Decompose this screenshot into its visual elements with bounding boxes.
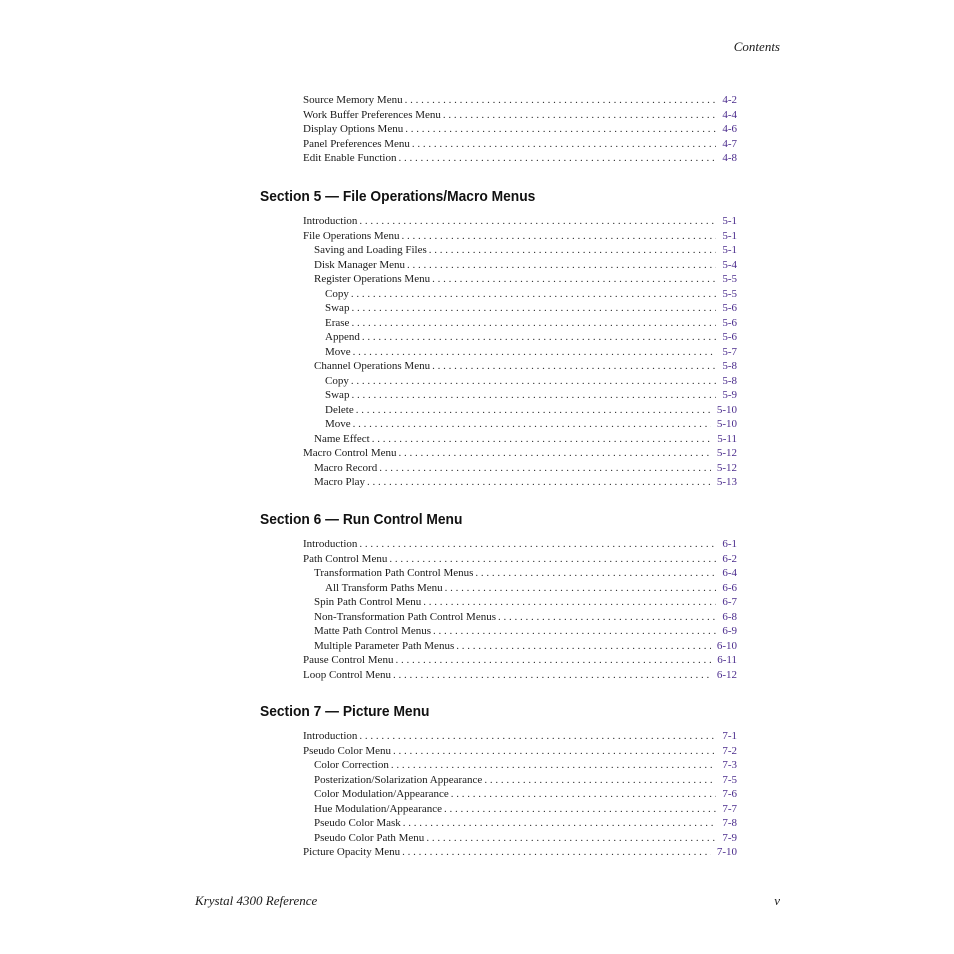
toc-entry-label: Work Buffer Preferences Menu [303,108,441,121]
dot-leader [444,802,716,817]
dot-leader [445,581,717,596]
dot-leader [351,301,716,316]
toc-entry[interactable] [303,802,737,817]
toc-entry[interactable] [303,581,737,596]
toc-entry[interactable] [303,461,737,476]
toc-entry-label: Disk Manager Menu [314,258,406,271]
dot-leader [372,432,712,447]
toc-entry-label: Color Modulation/Appearance [314,788,449,800]
dot-leader [362,330,717,345]
toc-entry-label: Register Operations Menu [314,273,431,285]
toc-page-link[interactable]: 4-8 [722,152,737,164]
toc-entry[interactable] [303,243,737,258]
toc-entry-label: Swap [325,389,350,401]
toc-entry-label: Edit Enable Function [303,152,397,164]
dot-leader [353,417,711,432]
toc-page-link[interactable]: 7-8 [722,817,737,829]
toc-page-link[interactable]: 7-6 [722,788,737,800]
toc-entry-label: Move [325,345,351,358]
toc-page-link[interactable]: 5-4 [722,258,737,271]
toc-entry[interactable] [303,359,737,374]
toc-block-section-7 [303,729,737,860]
dot-leader [359,537,716,552]
toc-page-link[interactable]: 7-1 [722,730,737,742]
dot-leader [389,552,716,567]
toc-entry[interactable] [303,816,737,831]
toc-entry-label: Name Effect [314,432,370,445]
toc-page-link[interactable]: 5-13 [716,476,737,488]
toc-entry[interactable] [303,552,737,567]
toc-entry-label: Channel Operations Menu [314,360,431,372]
dot-leader [359,729,716,744]
dot-leader [412,137,716,152]
dot-leader [402,845,711,860]
toc-page-link[interactable]: 5-10 [716,403,737,416]
dot-leader [475,566,716,581]
toc-page-link[interactable]: 5-11 [717,432,737,445]
toc-page-link[interactable]: 5-6 [722,331,737,343]
toc-entry-label: Loop Control Menu [303,668,391,681]
toc-entry[interactable] [303,624,737,639]
toc-page-link[interactable]: 6-1 [722,538,737,550]
dot-leader [393,668,711,683]
toc-entry[interactable] [303,537,737,552]
toc-page-link[interactable]: 5-1 [722,244,737,256]
toc-page-link[interactable]: 4-4 [722,108,737,121]
toc-entry[interactable] [303,417,737,432]
toc-block-section-4-continued [303,93,737,166]
toc-page-link[interactable]: 5-6 [722,302,737,314]
dot-leader [432,272,716,287]
dot-leader [393,744,716,759]
toc-entry-label: Copy [325,287,349,300]
toc-entry-label: Picture Opacity Menu [303,846,401,858]
toc-entry-label: Pause Control Menu [303,654,394,666]
toc-entry-label: Posterization/Solarization Appearance [314,773,483,786]
toc-page-link[interactable]: 5-8 [722,360,737,372]
toc-entry-label: Pseudo Color Path Menu [314,831,425,844]
toc-entry[interactable] [303,345,737,360]
toc-entry[interactable] [303,214,737,229]
toc-entry-label: Panel Preferences Menu [303,137,410,150]
toc-entry[interactable] [303,787,737,802]
toc-page-link[interactable]: 7-3 [722,759,737,771]
toc-page-link[interactable]: 5-9 [722,389,737,401]
toc-page-link[interactable]: 6-12 [716,668,737,681]
toc-page-link[interactable]: 6-7 [722,596,737,608]
toc-entry[interactable] [303,330,737,345]
toc-entry[interactable] [303,316,737,331]
toc-entry-label: Display Options Menu [303,123,404,135]
toc-entry[interactable] [303,610,737,625]
toc-entry-label: Erase [325,316,350,329]
section-7-title: Section 7 — Picture Menu [260,703,430,720]
dot-leader [395,653,711,668]
section-5-title: Section 5 — File Operations/Macro Menus [260,188,536,205]
dot-leader [407,258,716,273]
toc-entry-label: Saving and Loading Files [314,244,427,256]
toc-entry-label: Copy [325,374,349,387]
toc-entry[interactable] [303,108,737,123]
toc-entry[interactable] [303,653,737,668]
toc-page-link[interactable]: 4-2 [722,94,737,106]
dot-leader [359,214,716,229]
toc-entry-label: Source Memory Menu [303,94,403,106]
dot-leader [432,359,716,374]
dot-leader [353,345,717,360]
toc-entry-label: Move [325,418,351,430]
dot-leader [451,787,717,802]
toc-entry[interactable] [303,845,737,860]
toc-entry[interactable] [303,566,737,581]
toc-page-link[interactable]: 5-8 [722,374,737,387]
toc-entry[interactable] [303,639,737,654]
dot-leader [367,475,711,490]
dot-leader [356,403,711,418]
toc-entry-label: Hue Modulation/Appearance [314,802,442,815]
toc-entry-label: Macro Control Menu [303,447,397,459]
toc-entry-label: Introduction [303,538,358,550]
toc-page-link[interactable]: 5-6 [722,316,737,329]
toc-page-link[interactable]: 5-12 [716,447,737,459]
dot-leader [398,151,716,166]
toc-page-link[interactable]: 5-5 [722,287,737,300]
dot-leader [351,316,716,331]
toc-page-link[interactable]: 4-6 [722,123,737,135]
toc-entry[interactable] [303,475,737,490]
toc-entry-label: Delete [325,403,354,416]
toc-entry-label: Introduction [303,730,358,742]
dot-leader [402,229,717,244]
toc-entry[interactable] [303,229,737,244]
dot-leader [351,388,716,403]
toc-entry-label: Path Control Menu [303,552,388,565]
toc-page-link[interactable]: 7-7 [722,802,737,815]
toc-entry-label: Macro Play [314,476,366,488]
toc-entry[interactable] [303,595,737,610]
toc-entry[interactable] [303,432,737,447]
toc-entry[interactable] [303,258,737,273]
running-header: Contents [733,39,780,54]
toc-page-link[interactable]: 7-5 [722,773,737,786]
section-6-title: Section 6 — Run Control Menu [260,511,463,528]
toc-page-link[interactable]: 4-7 [722,137,737,150]
toc-entry[interactable] [303,301,737,316]
dot-leader [498,610,716,625]
toc-entry[interactable] [303,93,737,108]
dot-leader [456,639,711,654]
dot-leader [443,108,716,123]
toc-entry[interactable] [303,773,737,788]
toc-page-link[interactable]: 7-9 [722,831,737,844]
dot-leader [351,287,716,302]
toc-page-link[interactable]: 6-10 [716,639,737,652]
toc-entry-label: Transformation Path Control Menus [314,567,474,579]
toc-entry-label: Multiple Parameter Path Menus [314,639,455,652]
toc-page-link[interactable]: 5-10 [716,418,737,430]
toc-entry-label: Macro Record [314,461,378,474]
toc-entry-label: Introduction [303,215,358,227]
toc-page-link[interactable]: 5-1 [722,229,737,242]
toc-entry[interactable] [303,729,737,744]
toc-page-link[interactable]: 5-12 [716,461,737,474]
dot-leader [391,758,716,773]
toc-entry[interactable] [303,122,737,137]
dot-leader [379,461,711,476]
toc-page-link[interactable]: 5-5 [722,273,737,285]
toc-entry[interactable] [303,388,737,403]
dot-leader [405,93,717,108]
toc-entry-label: Pseudo Color Mask [314,817,401,829]
toc-entry[interactable] [303,137,737,152]
toc-entry-label: Non-Transformation Path Control Menus [314,610,497,623]
toc-page-link[interactable]: 6-4 [722,567,737,579]
toc-page-link[interactable]: 6-6 [722,581,737,594]
toc-entry-label: Swap [325,302,350,314]
toc-entry[interactable] [303,831,737,846]
toc-entry[interactable] [303,151,737,166]
dot-leader [405,122,716,137]
dot-leader [484,773,716,788]
dot-leader [403,816,717,831]
dot-leader [351,374,716,389]
toc-entry-label: All Transform Paths Menu [325,581,443,594]
toc-entry-label: Color Correction [314,759,389,771]
toc-entry-label: Append [325,331,360,343]
toc-entry[interactable] [303,744,737,759]
dot-leader [398,446,710,461]
toc-entry-label: File Operations Menu [303,229,400,242]
toc-entry-label: Matte Path Control Menus [314,625,432,637]
footer-page-number: v [774,893,780,908]
toc-entry[interactable] [303,668,737,683]
toc-entry-label: Pseudo Color Menu [303,744,391,757]
toc-page-link[interactable]: 6-2 [722,552,737,565]
toc-block-section-6 [303,537,737,682]
footer-book-title: Krystal 4300 Reference [195,893,318,908]
toc-entry[interactable] [303,272,737,287]
dot-leader [426,831,716,846]
toc-page-link[interactable]: 5-7 [722,345,737,358]
toc-page-link[interactable]: 6-8 [722,610,737,623]
toc-entry[interactable] [303,446,737,461]
dot-leader [429,243,717,258]
toc-page-link[interactable]: 6-9 [722,625,737,637]
dot-leader [423,595,716,610]
toc-entry[interactable] [303,287,737,302]
dot-leader [433,624,716,639]
toc-block-section-5 [303,214,737,490]
toc-entry-label: Spin Path Control Menu [314,596,422,608]
toc-page-link[interactable]: 6-11 [717,654,737,666]
toc-entry[interactable] [303,758,737,773]
toc-page-link[interactable]: 5-1 [722,215,737,227]
toc-entry[interactable] [303,403,737,418]
toc-entry[interactable] [303,374,737,389]
toc-page-link[interactable]: 7-10 [716,846,737,858]
toc-page-link[interactable]: 7-2 [722,744,737,757]
